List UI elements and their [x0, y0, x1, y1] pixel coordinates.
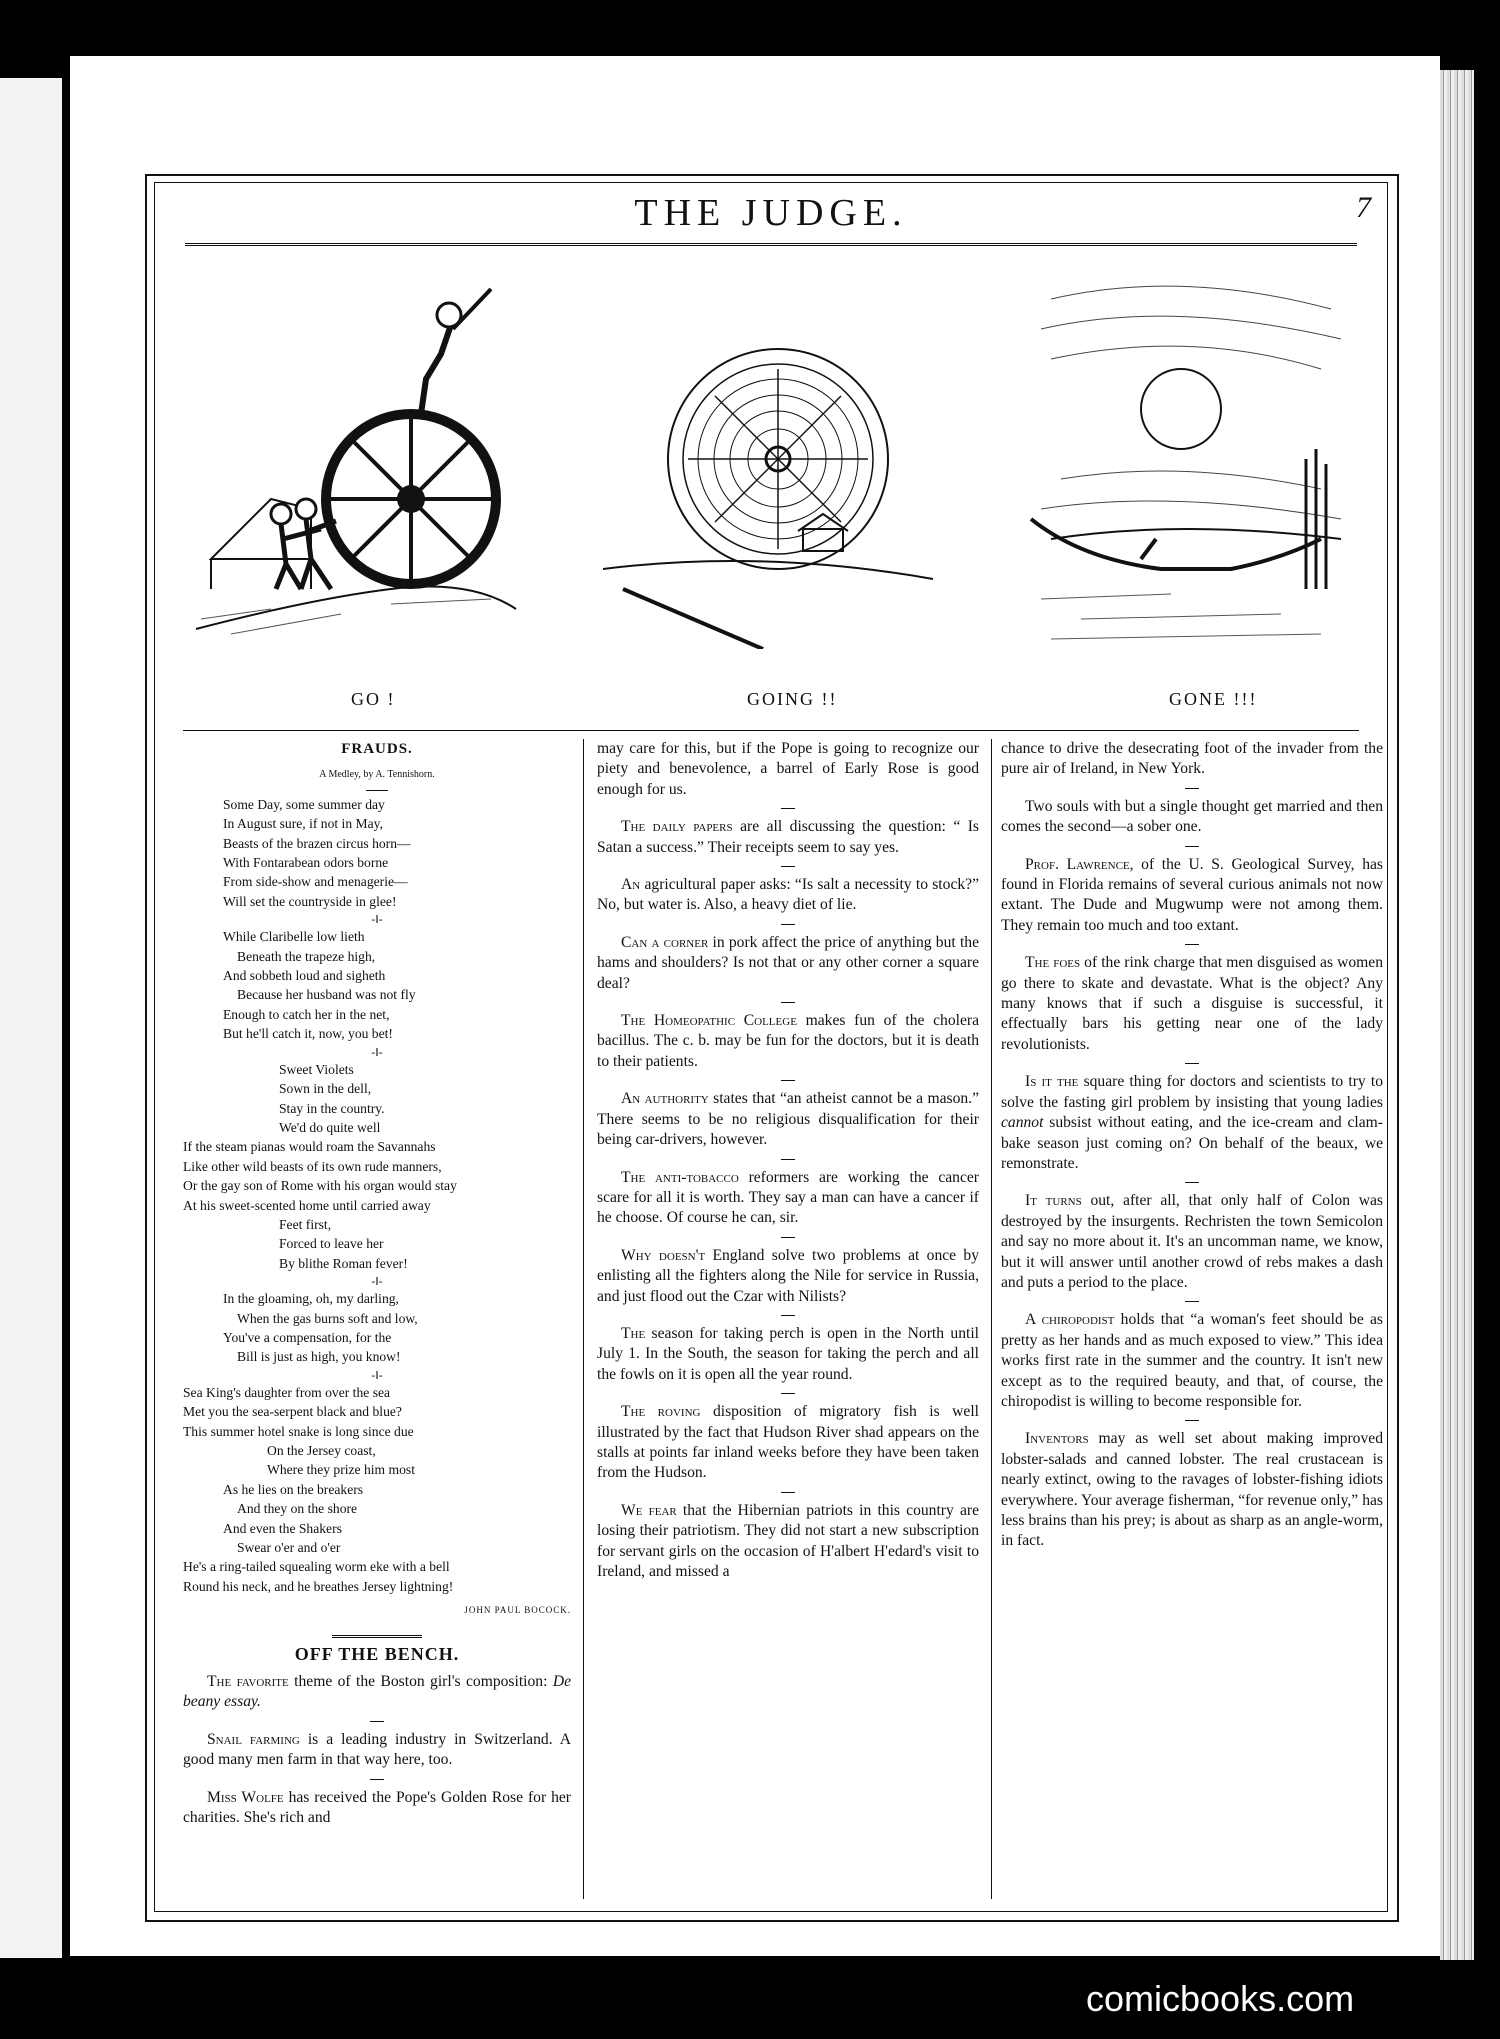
item-divider	[1185, 788, 1199, 789]
caption-going: GOING !!	[747, 689, 838, 709]
column-1-paragraphs	[183, 1672, 571, 1828]
poem-line: By blithe Roman fever!	[279, 1255, 408, 1271]
poem-ornament: -‖-	[371, 1044, 383, 1059]
news-item: The season for taking perch is open in the North until July 1. In the South, the season for taking the perch and all the fowls on it is open all the year round.	[597, 1324, 979, 1383]
poem-line: Round his neck, and he breathes Jersey lightning!	[183, 1578, 454, 1594]
poem-line: Some Day, some summer day	[223, 796, 385, 812]
item-divider	[1185, 846, 1199, 847]
news-item: The foes of the rink charge that men disguised as women go there to skate and devastate. What is the object? Any many knows that if such a disguise is successful, it effectually bars his getting near one of the lady revolutionists.	[1001, 954, 1383, 1053]
poem-line: Bill is just as high, you know!	[237, 1349, 401, 1365]
news-item: Miss Wolfe has received the Pope's Golden Rose for her charities. She's rich and	[183, 1788, 571, 1827]
poem-ornament: -‖-	[371, 1367, 383, 1382]
masthead-rule	[185, 243, 1357, 246]
poem-line: Beneath the trapeze high,	[237, 948, 376, 964]
poem-line: Will set the countryside in glee!	[223, 893, 397, 909]
news-item: chance to drive the desecrating foot of the invader from the pure air of Ireland, in New York.	[1001, 740, 1383, 778]
item-divider	[781, 1315, 795, 1316]
poem-line: In the gloaming, oh, my darling,	[223, 1291, 399, 1307]
news-item: Snail farming is a leading industry in Switzerland. A good many men farm in that way here, too.	[183, 1730, 571, 1769]
news-item: It turns out, after all, that only half of Colon was destroyed by the insurgents. Rechristen the town Semicolon and say no more about it. It's an uncomman name, we know, but it will answer until another crowd of rebs makes a dash and puts a period to the place.	[1001, 1192, 1383, 1291]
item-divider	[781, 1492, 795, 1493]
poem-line: If the steam pianas would roam the Savannahs	[183, 1139, 436, 1155]
news-item: Prof. Lawrence, of the U. S. Geological Survey, has found in Florida remains of several curious animals not now extant. The Dude and Mugwump were not among them. They remain too much and too extant.	[1001, 855, 1383, 934]
item-divider	[781, 1393, 795, 1394]
item-divider	[781, 924, 795, 925]
column-2	[597, 739, 979, 1582]
news-item: An authority states that “an atheist cannot be a mason.” There seems to be no religious disqualification for their being car-drivers, however.	[597, 1090, 980, 1149]
item-divider	[781, 1159, 795, 1160]
poem-line: Enough to catch her in the net,	[223, 1006, 390, 1022]
column-rule	[991, 739, 992, 1899]
item-divider	[781, 1237, 795, 1238]
poem-line: On the Jersey coast,	[267, 1443, 376, 1458]
watermark: comicbooks.com	[1086, 1978, 1355, 2019]
poem-line: This summer hotel snake is long since due	[183, 1423, 414, 1439]
news-item: Inventors may as well set about making improved lobster-salads and canned lobster. The real crustacean is nearly extinct, owing to the ravages of lobster-fishing idiots everywhere. Your average fisherman, “for revenue only,” has less brains than his prey; is about as sharp as an angle-worm, in fact.	[1001, 1430, 1383, 1550]
masthead-title: THE JUDGE.	[634, 192, 908, 234]
item-divider	[781, 808, 795, 809]
poem-line: Sown in the dell,	[279, 1081, 372, 1097]
caption-gone: GONE !!!	[1169, 689, 1258, 709]
news-item: Is it the square thing for doctors and scientists to try to solve the fasting girl problem by insisting that young ladies cannot subsist without eating, and the ice-cream and clam-bake season just coming on? On behalf of the beaux, we remonstrate.	[1001, 1073, 1383, 1172]
poem-line: At his sweet-scented home until carried away	[183, 1197, 431, 1213]
illustration-gone	[1021, 259, 1351, 649]
page-number: 7	[1356, 191, 1371, 224]
poem-line: Or the gay son of Rome with his organ would stay	[183, 1178, 457, 1194]
poem-line: You've a compensation, for the	[223, 1329, 392, 1345]
poem-line: Swear o'er and o'er	[237, 1540, 341, 1556]
poem-line: And sobbeth loud and sigheth	[223, 968, 386, 984]
column-3	[1001, 739, 1383, 1552]
item-divider	[1185, 1420, 1199, 1421]
poem-line: Feet first,	[279, 1216, 332, 1232]
news-item: A chiropodist holds that “a woman's feet should be as pretty as her hands and as much exposed to view.” This idea works first rate in the summer and the country. It isn't new except as to the required beauty, and that, of course, the chiropodist is willing to become responsible for.	[1001, 1311, 1384, 1410]
frauds-byline: A Medley, by A. Tennishorn.	[319, 769, 435, 781]
news-item: The roving disposition of migratory fish is well illustrated by the fact that Hudson River shad appears on the stalls at points far inland weeks before they have been taken from the Hudson.	[597, 1403, 979, 1482]
column-1	[183, 739, 571, 1829]
book-page-edges	[1440, 70, 1474, 1960]
poem-line: From side-show and menagerie—	[223, 874, 408, 890]
news-item: The favorite theme of the Boston girl's composition: De beany essay.	[183, 1673, 571, 1711]
poem-line: Where they prize him most	[267, 1462, 415, 1478]
poem-line: While Claribelle low lieth	[223, 929, 365, 945]
news-item: Two souls with but a single thought get married and then comes the second—a sober one.	[1001, 797, 1383, 836]
news-item: We fear that the Hibernian patriots in this country are losing their patriotism. They did not start a new subscription for servant girls on the occasion of H'albert H'edard's visit to Ireland, and missed a	[597, 1501, 979, 1580]
item-divider	[781, 866, 795, 867]
news-item: Can a corner in pork affect the price of anything but the hams and shoulders? Is not that or any other corner a square deal?	[597, 933, 979, 992]
poem-ornament: -‖-	[371, 1274, 383, 1289]
poem-line: In August sure, if not in May,	[223, 816, 383, 832]
poem-line: Forced to leave her	[279, 1236, 384, 1252]
item-divider	[370, 1779, 384, 1780]
facing-page-edge	[0, 78, 62, 1958]
poem-line: We'd do quite well	[279, 1119, 381, 1135]
poem-line: And even the Shakers	[223, 1520, 342, 1536]
poem-line: Beasts of the brazen circus horn—	[223, 835, 411, 851]
poem-line: As he lies on the breakers	[223, 1481, 364, 1497]
news-item: Why doesn't England solve two problems at once by enlisting all the fighters along the Nile for service in Russia, and just flood out the Czar with Nilists?	[597, 1246, 980, 1305]
item-divider	[1185, 1301, 1199, 1302]
news-item: may care for this, but if the Pope is going to recognize our piety and benevolence, a barrel of Early Rose is good enough for us.	[597, 740, 979, 798]
frauds-title: FRAUDS.	[341, 741, 413, 757]
poem-line: Met you the sea-serpent black and blue?	[183, 1404, 402, 1420]
illustration-go	[191, 259, 521, 649]
poem-ornament: -‖-	[371, 912, 383, 927]
poem-line: When the gas burns soft and low,	[237, 1310, 418, 1326]
news-item: The Homeopathic College makes fun of the cholera bacillus. The c. b. may be fun for the doctors, but it is death to their patients.	[597, 1012, 980, 1070]
poem-line: Like other wild beasts of its own rude manners,	[183, 1158, 442, 1174]
section-title: OFF THE BENCH.	[294, 1643, 460, 1664]
caption-go: GO !	[351, 689, 396, 709]
poem-line: He's a ring-tailed squealing worm eke with a bell	[183, 1559, 450, 1575]
poem-line: With Fontarabean odors borne	[223, 855, 389, 871]
item-divider	[781, 1080, 795, 1081]
item-divider	[370, 1721, 384, 1722]
illustration-separator	[183, 730, 1359, 731]
poem-author: JOHN PAUL BOCOCK.	[464, 1605, 571, 1616]
item-divider	[1185, 1182, 1199, 1183]
item-divider	[1185, 944, 1199, 945]
poem-line: And they on the shore	[237, 1501, 358, 1517]
page-content	[154, 182, 1388, 1912]
poem-line: Stay in the country.	[279, 1100, 385, 1116]
frauds-poem	[183, 795, 571, 1596]
poem-line: Because her husband was not fly	[237, 987, 416, 1003]
magazine-page	[70, 56, 1440, 1956]
news-item: An agricultural paper asks: “Is salt a necessity to stock?” No, but water is. Also, a heavy diet of lie.	[597, 876, 979, 914]
item-divider	[1185, 1063, 1199, 1064]
news-item: The daily papers are all discussing the question: “ Is Satan a success.” Their receipts seem to say yes.	[597, 818, 979, 856]
item-divider	[781, 1002, 795, 1003]
poem-line: But he'll catch it, now, you bet!	[223, 1026, 393, 1042]
column-rule	[583, 739, 584, 1899]
news-item: The anti-tobacco reformers are working the cancer scare for all it is worth. They say a man can have a cancer if he choose. Of course he can, sir.	[597, 1168, 979, 1227]
poem-line: Sweet Violets	[279, 1061, 354, 1077]
poem-line: Sea King's daughter from over the sea	[183, 1384, 391, 1400]
illustration-going	[603, 259, 933, 649]
